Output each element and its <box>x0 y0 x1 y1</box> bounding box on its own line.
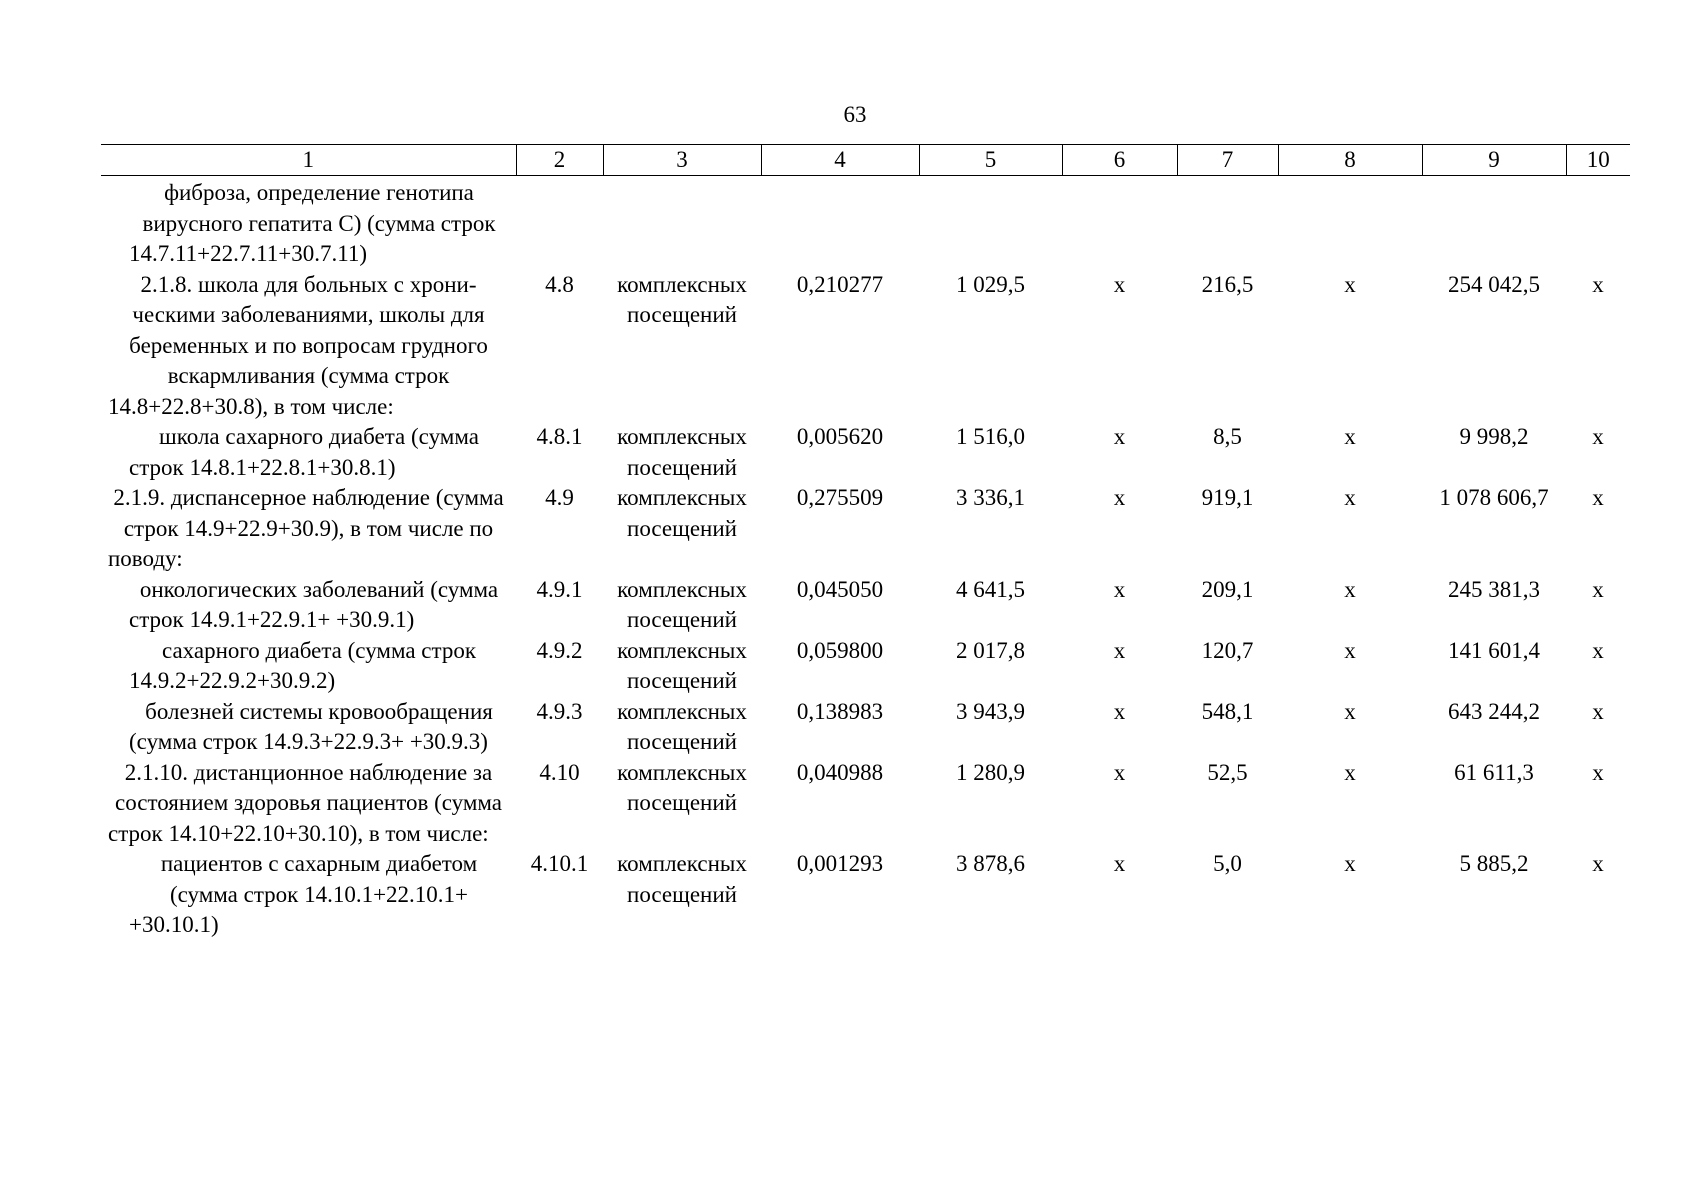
row-col-6: х <box>1113 698 1126 724</box>
row-col-6: х <box>1113 759 1126 785</box>
row-col-7: 919,1 <box>1201 485 1254 510</box>
row-name: 2.1.10. дистанционное наблюдение за состоянием здоровья пациентов (сумма строк 14.10+22.10+30.10), в том числе: <box>108 759 502 846</box>
row-col-4: 0,059800 <box>796 637 884 663</box>
row-col-5 <box>919 176 1062 270</box>
column-header-1: 1 <box>101 145 516 176</box>
column-header-2: 2 <box>516 145 603 176</box>
row-col-6: х <box>1113 637 1126 663</box>
row-unit <box>603 176 761 270</box>
row-col-9: 254 042,5 <box>1448 271 1540 297</box>
table-row <box>101 849 1630 941</box>
row-unit: комплексных посещений <box>617 637 747 693</box>
table-row <box>101 270 1630 423</box>
row-code: 4.9.1 <box>536 576 583 602</box>
row-col-10: х <box>1592 851 1604 876</box>
row-unit: комплексных посещений <box>617 576 747 632</box>
row-col-7: 5,0 <box>1213 851 1242 876</box>
column-header-4: 4 <box>761 145 919 176</box>
row-col-7 <box>1177 176 1278 270</box>
row-col-8: х <box>1344 576 1356 602</box>
column-header-10: 10 <box>1566 145 1630 176</box>
row-unit: комплексных посещений <box>617 851 747 907</box>
row-col-9: 61 611,3 <box>1454 759 1534 785</box>
table-body <box>101 176 1630 941</box>
row-col-9: 141 601,4 <box>1448 637 1540 663</box>
row-name: фиброза, определение генотипа вирусного гепатита C) (сумма строк 14.7.11+22.7.11+30.7.11) <box>129 180 496 266</box>
row-unit: комплексных посещений <box>617 424 747 480</box>
row-col-10: х <box>1592 424 1604 449</box>
row-name: онкологических заболеваний (сумма строк 14.9.1+22.9.1+ +30.9.1) <box>129 576 499 632</box>
row-col-4: 0,001293 <box>796 851 884 876</box>
row-code: 4.9.3 <box>536 698 583 724</box>
row-col-6: х <box>1113 851 1126 876</box>
row-col-9: 245 381,3 <box>1448 576 1540 602</box>
row-col-4: 0,138983 <box>796 698 884 724</box>
row-col-8: х <box>1344 424 1356 449</box>
row-col-10: х <box>1592 485 1604 510</box>
row-col-10 <box>1566 176 1630 270</box>
page-number: 63 <box>843 102 867 127</box>
row-col-6 <box>1062 176 1177 270</box>
row-col-7: 216,5 <box>1201 271 1254 297</box>
column-header-7: 7 <box>1177 145 1278 176</box>
column-header-8: 8 <box>1278 145 1422 176</box>
row-col-4 <box>761 176 919 270</box>
row-col-5: 3 336,1 <box>956 485 1025 510</box>
row-col-6: х <box>1113 485 1126 510</box>
row-unit: комплексных посещений <box>617 759 747 815</box>
table-row <box>101 758 1630 850</box>
row-name: 2.1.8. школа для больных с хроническими заболеваниями, школы для беременных и по вопросам грудного вскармливания (сумма строк 14.8+22.8+30.8), в том числе: <box>108 271 488 419</box>
data-table <box>101 144 1630 941</box>
row-col-8: х <box>1344 485 1356 510</box>
row-col-7: 52,5 <box>1207 759 1248 785</box>
row-col-10: х <box>1592 637 1604 663</box>
column-header-3: 3 <box>603 145 761 176</box>
row-name: пациентов с сахарным диабетом (сумма строк 14.10.1+22.10.1+ +30.10.1) <box>129 851 478 937</box>
row-col-7: 209,1 <box>1201 576 1254 602</box>
row-name: болезней системы кровообращения (сумма строк 14.9.3+22.9.3+ +30.9.3) <box>129 698 493 754</box>
row-col-6: х <box>1113 576 1126 602</box>
row-col-5: 2 017,8 <box>956 637 1025 663</box>
row-name: сахарного диабета (сумма строк 14.9.2+22.9.2+30.9.2) <box>129 637 477 693</box>
table-row <box>101 483 1630 575</box>
column-header-9: 9 <box>1422 145 1566 176</box>
row-code: 4.9 <box>545 485 574 510</box>
row-code: 4.10 <box>539 759 580 785</box>
row-col-6: х <box>1113 424 1126 449</box>
row-col-7: 548,1 <box>1201 698 1254 724</box>
row-col-6: х <box>1113 271 1126 297</box>
table-row <box>101 176 1630 270</box>
row-code <box>516 176 603 270</box>
column-header-5: 5 <box>919 145 1062 176</box>
row-col-10: х <box>1592 759 1604 785</box>
row-unit: комплексных посещений <box>617 271 747 327</box>
row-col-9 <box>1422 176 1566 270</box>
row-col-8: х <box>1344 851 1356 876</box>
row-unit: комплексных посещений <box>617 485 747 541</box>
row-col-10: х <box>1592 271 1604 297</box>
row-col-7: 120,7 <box>1201 637 1254 663</box>
row-col-5: 3 878,6 <box>956 851 1025 876</box>
table-row <box>101 575 1630 636</box>
row-col-9: 643 244,2 <box>1448 698 1540 724</box>
row-col-5: 3 943,9 <box>956 698 1025 724</box>
row-col-4: 0,040988 <box>796 759 884 785</box>
column-header-6: 6 <box>1062 145 1177 176</box>
row-code: 4.8 <box>545 271 574 297</box>
table-row <box>101 636 1630 697</box>
row-col-10: х <box>1592 576 1604 602</box>
row-unit: комплексных посещений <box>617 698 747 754</box>
row-col-7: 8,5 <box>1213 424 1242 449</box>
table-row <box>101 697 1630 758</box>
row-code: 4.8.1 <box>536 424 583 449</box>
row-name: 2.1.9. диспансерное наблюдение (сумма строк 14.9+22.9+30.9), в том числе по поводу: <box>108 485 504 571</box>
row-col-8: х <box>1344 271 1356 297</box>
row-col-8: х <box>1344 637 1356 663</box>
row-col-5: 1 516,0 <box>956 424 1025 449</box>
row-name: школа сахарного диабета (сумма строк 14.8.1+22.8.1+30.8.1) <box>129 424 479 480</box>
table-row <box>101 422 1630 483</box>
row-col-8: х <box>1344 759 1356 785</box>
row-col-5: 4 641,5 <box>956 576 1025 602</box>
row-col-5: 1 029,5 <box>956 271 1025 297</box>
row-col-9: 1 078 606,7 <box>1439 485 1549 510</box>
row-col-4: 0,210277 <box>796 271 884 297</box>
row-col-9: 5 885,2 <box>1459 851 1529 876</box>
row-col-4: 0,005620 <box>796 424 884 449</box>
row-col-10: х <box>1592 698 1604 724</box>
row-col-9: 9 998,2 <box>1459 424 1529 449</box>
row-code: 4.10.1 <box>530 851 589 876</box>
header-row <box>101 145 1630 176</box>
row-col-4: 0,275509 <box>796 485 884 510</box>
row-code: 4.9.2 <box>536 637 583 663</box>
row-col-4: 0,045050 <box>796 576 884 602</box>
row-col-8 <box>1278 176 1422 270</box>
row-col-5: 1 280,9 <box>956 759 1025 785</box>
row-col-8: х <box>1344 698 1356 724</box>
